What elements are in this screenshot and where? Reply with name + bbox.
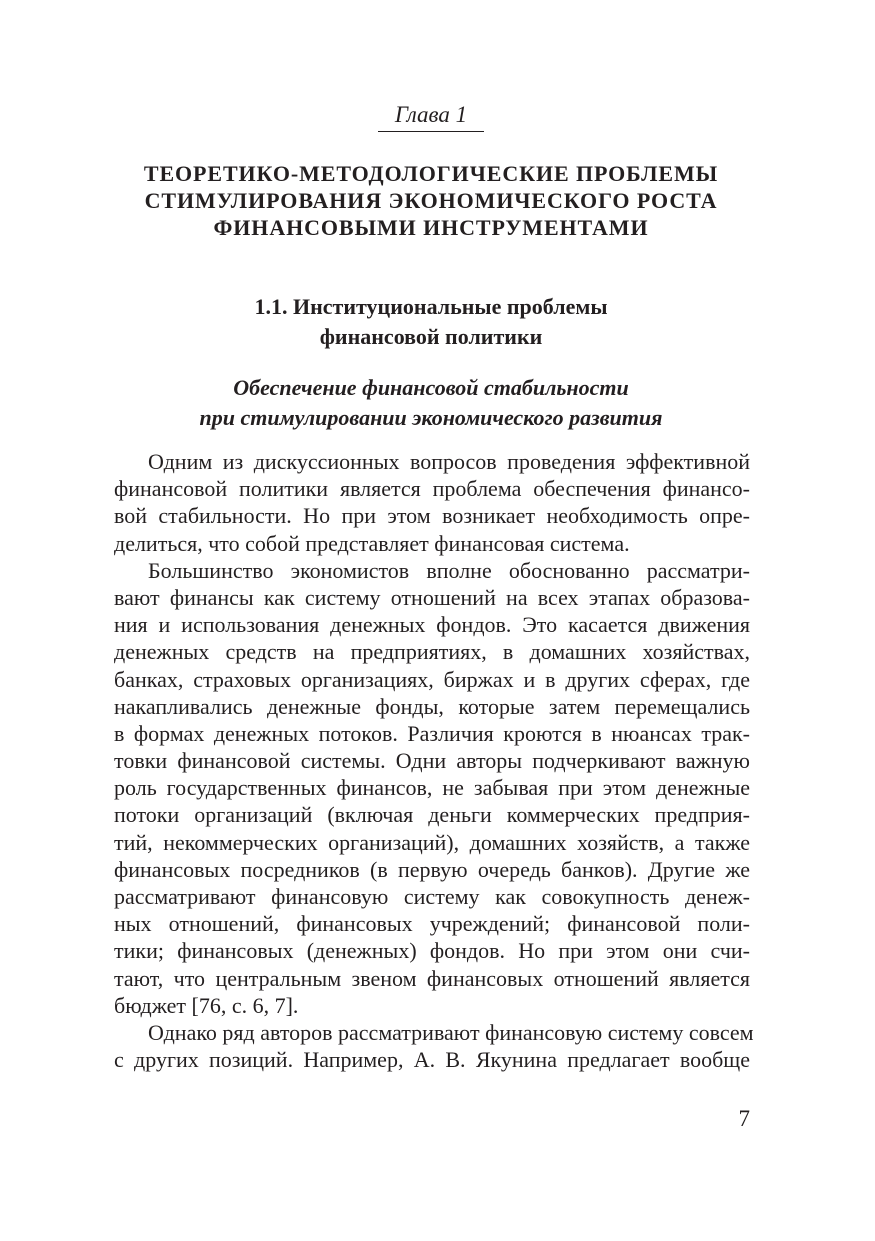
section-title: [100, 292, 762, 352]
text-line: вой стабильности. Но при этом возникает необходимость опре-: [114, 503, 750, 529]
section-title-line: финансовой политики: [319, 324, 543, 349]
chapter-title-line: СТИМУЛИРОВАНИЯ ЭКОНОМИЧЕСКОГО РОСТА: [144, 188, 718, 213]
text-line: тики; финансовых (денежных) фондов. Но при этом они счи-: [114, 938, 750, 964]
text-line: вают финансы как систему отношений на всех этапах образова-: [114, 584, 750, 610]
text-line: в формах денежных потоков. Различия кроются в нюансах трак-: [114, 720, 750, 746]
page-number: 7: [738, 1106, 750, 1131]
chapter-title: [60, 160, 802, 241]
text-line: финансовых посредников (в первую очередь банков). Другие же: [114, 856, 750, 882]
text-line: банках, страховых организациях, биржах и в других сферах, где: [114, 666, 750, 692]
text-line: бюджет [76, с. 6, 7].: [114, 992, 299, 1018]
text-line: финансовой политики является проблема обеспечения финансо-: [114, 476, 750, 502]
text-line: Одним из дискуссионных вопросов проведения эффективной: [148, 449, 750, 474]
text-line: рассматривают финансовую систему как совокупность денеж-: [114, 884, 750, 909]
text-line: потоки организаций (включая деньги коммерческих предприя-: [114, 802, 750, 828]
text-line: тают, что центральным звеном финансовых отношений является: [114, 965, 750, 991]
subsection-title-line: Обеспечение финансовой стабильности: [233, 375, 629, 400]
chapter-title-line: ФИНАНСОВЫМИ ИНСТРУМЕНТАМИ: [213, 215, 649, 240]
text-line: с других позиций. Например, А. В. Якунина предлагает вообще: [114, 1047, 750, 1073]
text-line: Большинство экономистов вполне обоснованно рассматри-: [148, 557, 750, 583]
text-line: товки финансовой системы. Одни авторы подчеркивают важную: [114, 748, 750, 774]
body-text: [114, 448, 754, 1073]
text-line: денежных средств на предприятиях, в домашних хозяйствах,: [114, 639, 750, 665]
text-line: ных отношений, финансовых учреждений; финансовой поли-: [114, 911, 750, 937]
subsection-title: [100, 373, 762, 433]
section-title-line: 1.1. Институциональные проблемы: [254, 294, 608, 319]
text-line: ния и использования денежных фондов. Это касается движения: [114, 612, 750, 638]
text-line: делиться, что собой представляет финансовая система.: [114, 530, 630, 556]
chapter-underline: [378, 131, 484, 132]
text-line: роль государственных финансов, не забывая при этом денежные: [114, 775, 750, 801]
text-line: Однако ряд авторов рассматривают финансовую систему совсем: [148, 1019, 754, 1045]
text-line: тий, некоммерческих организаций), домашних хозяйств, а также: [114, 829, 750, 855]
chapter-label: Глава 1: [394, 102, 468, 127]
text-line: накапливались денежные фонды, которые затем перемещались: [114, 693, 750, 719]
chapter-title-line: ТЕОРЕТИКО-МЕТОДОЛОГИЧЕСКИЕ ПРОБЛЕМЫ: [143, 161, 719, 186]
subsection-title-line: при стимулировании экономического развития: [199, 405, 663, 430]
